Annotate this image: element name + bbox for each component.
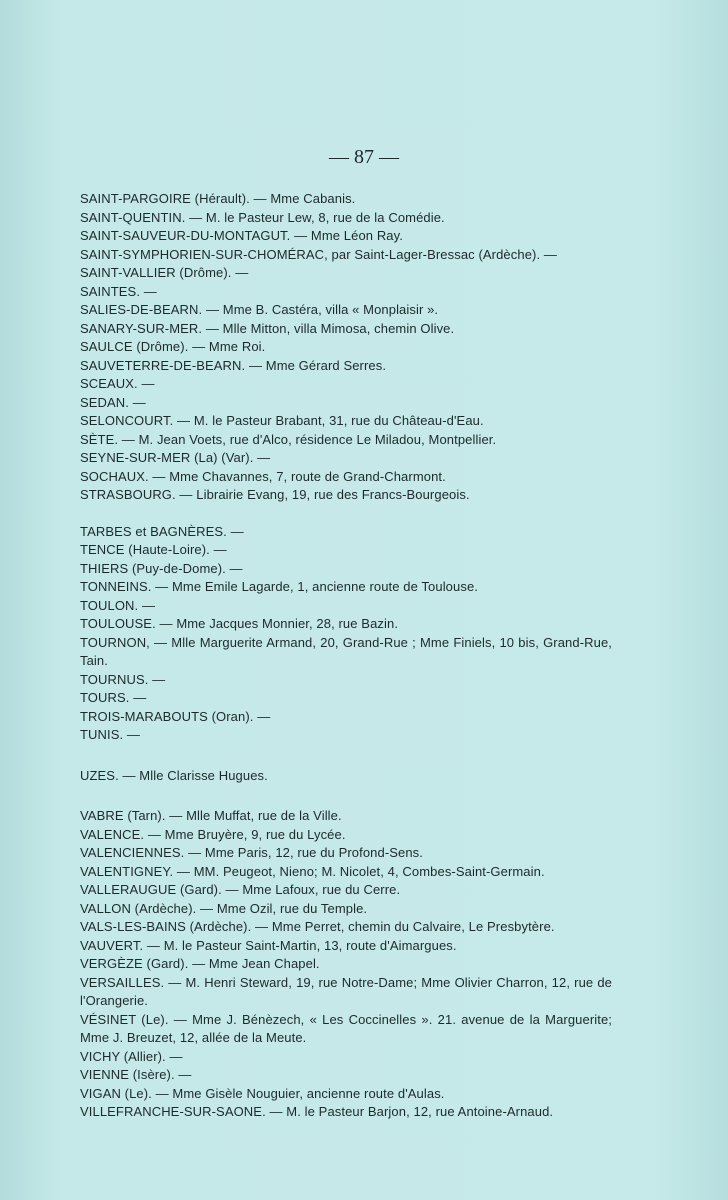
directory-listing xyxy=(80,190,612,1122)
directory-entry: VERSAILLES. — M. Henri Steward, 19, rue Notre-Dame; Mme Olivier Charron, 12, rue de l'Orangerie. xyxy=(80,974,612,1008)
directory-entry: VALLON (Ardèche). — Mme Ozil, rue du Temple. xyxy=(80,900,368,916)
letter-group xyxy=(80,767,612,786)
directory-entry: VALENCIENNES. — Mme Paris, 12, rue du Profond-Sens. xyxy=(80,845,423,860)
directory-entry: TOURS. — xyxy=(80,690,147,705)
directory-entry: SÈTE. — M. Jean Voets, rue d'Alco, résidence Le Miladou, Montpellier. xyxy=(80,431,497,447)
directory-entry: SEYNE-SUR-MER (La) (Var). — xyxy=(80,450,271,465)
directory-entry: VICHY (Allier). — xyxy=(80,1048,183,1064)
directory-entry: STRASBOURG. — Librairie Evang, 19, rue des Francs-Bourgeois. xyxy=(80,487,470,502)
directory-entry: TOULOUSE. — Mme Jacques Monnier, 28, rue Bazin. xyxy=(80,616,399,631)
directory-entry: TOULON. — xyxy=(80,597,156,613)
page-number: — 87 — xyxy=(329,146,399,168)
directory-entry: SAINT-SYMPHORIEN-SUR-CHOMÉRAC, par Saint-Lager-Bressac (Ardèche). — xyxy=(80,246,557,262)
directory-entry: VABRE (Tarn). — Mlle Muffat, rue de la Ville. xyxy=(80,808,342,823)
directory-entry: SELONCOURT. — M. le Pasteur Brabant, 31, rue du Château-d'Eau. xyxy=(80,413,484,428)
directory-entry: UZES. — Mlle Clarisse Hugues. xyxy=(80,767,268,783)
directory-entry: TOURNON, — Mlle Marguerite Armand, 20, Grand-Rue ; Mme Finiels, 10 bis, Grand-Rue, Tain. xyxy=(80,634,612,668)
directory-entry: SEDAN. — xyxy=(80,394,146,410)
directory-entry: THIERS (Puy-de-Dome). — xyxy=(80,560,243,576)
directory-entry: TONNEINS. — Mme Emile Lagarde, 1, ancienne route de Toulouse. xyxy=(80,579,478,594)
directory-entry: VALLERAUGUE (Gard). — Mme Lafoux, rue du Cerre. xyxy=(80,882,401,897)
directory-entry: SAINT-QUENTIN. — M. le Pasteur Lew, 8, rue de la Comédie. xyxy=(80,209,445,225)
directory-entry: SAINT-VALLIER (Drôme). — xyxy=(80,265,249,280)
directory-entry: SALIES-DE-BEARN. — Mme B. Castéra, villa « Monplaisir ». xyxy=(80,302,439,317)
directory-entry: VALENCE. — Mme Bruyère, 9, rue du Lycée. xyxy=(80,826,346,842)
directory-entry: SCEAUX. — xyxy=(80,376,155,391)
letter-group xyxy=(80,807,612,1122)
directory-entry: VILLEFRANCHE-SUR-SAONE. — M. le Pasteur Barjon, 12, rue Antoine-Arnaud. xyxy=(80,1104,554,1119)
directory-entry: VIGAN (Le). — Mme Gisèle Nouguier, ancienne route d'Aulas. xyxy=(80,1085,445,1101)
directory-entry: VERGÈZE (Gard). — Mme Jean Chapel. xyxy=(80,956,320,971)
directory-entry: TROIS-MARABOUTS (Oran). — xyxy=(80,708,271,724)
directory-entry: TENCE (Haute-Loire). — xyxy=(80,542,227,557)
directory-entry: SAINT-SAUVEUR-DU-MONTAGUT. — Mme Léon Ray. xyxy=(80,228,403,243)
directory-entry: SAINTES. — xyxy=(80,283,157,299)
directory-entry: TOURNUS. — xyxy=(80,671,166,687)
letter-group xyxy=(80,190,612,505)
directory-entry: VÉSINET (Le). — Mme J. Bénèzech, « Les Coccinelles ». 21. avenue de la Marguerite; Mme J. Breuzet, 12, allée de la Meute. xyxy=(80,1011,612,1045)
directory-entry: SAULCE (Drôme). — Mme Roi. xyxy=(80,339,266,354)
directory-entry: VAUVERT. — M. le Pasteur Saint-Martin, 13, route d'Aimargues. xyxy=(80,937,457,953)
directory-entry: SOCHAUX. — Mme Chavannes, 7, route de Grand-Charmont. xyxy=(80,468,446,484)
directory-entry: VALENTIGNEY. — MM. Peugeot, Nieno; M. Nicolet, 4, Combes-Saint-Germain. xyxy=(80,863,545,879)
directory-entry: SAUVETERRE-DE-BEARN. — Mme Gérard Serres. xyxy=(80,357,387,373)
directory-entry: SANARY-SUR-MER. — Mlle Mitton, villa Mimosa, chemin Olive. xyxy=(80,320,455,336)
directory-entry: VIENNE (Isère). — xyxy=(80,1067,192,1082)
directory-entry: TUNIS. — xyxy=(80,727,141,742)
directory-entry: TARBES et BAGNÈRES. — xyxy=(80,523,244,539)
directory-entry: SAINT-PARGOIRE (Hérault). — Mme Cabanis. xyxy=(80,191,356,206)
directory-entry: VALS-LES-BAINS (Ardèche). — Mme Perret, chemin du Calvaire, Le Presbytère. xyxy=(80,919,555,934)
letter-group xyxy=(80,523,612,745)
